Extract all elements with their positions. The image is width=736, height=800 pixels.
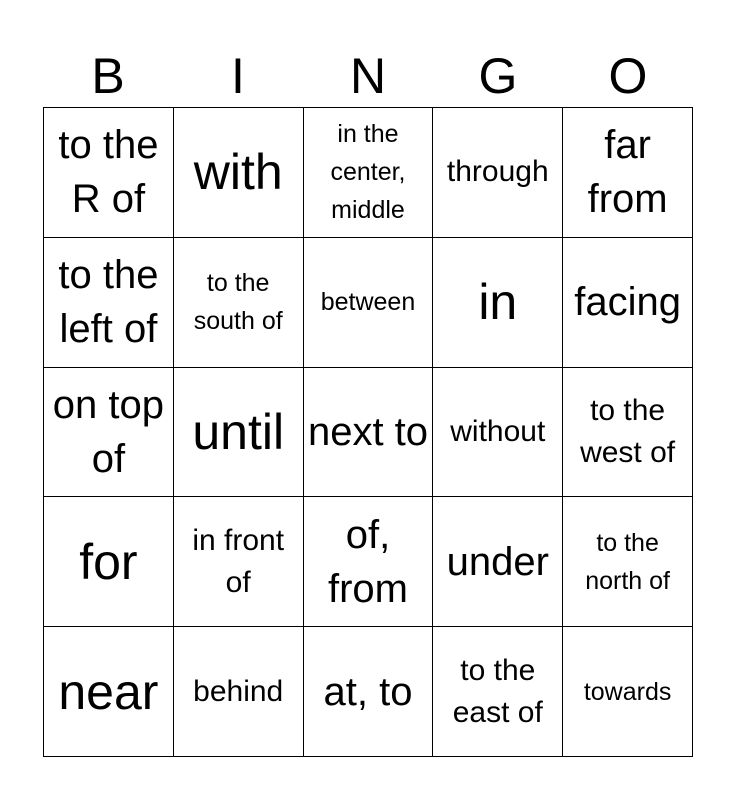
bingo-cell[interactable] (44, 368, 174, 498)
header-letter-n: N (349, 48, 387, 104)
bingo-cell[interactable] (563, 368, 693, 498)
bingo-cell[interactable] (174, 497, 304, 627)
bingo-cell[interactable] (304, 368, 434, 498)
cell-text: between (320, 288, 416, 317)
cell-text: next to (307, 409, 429, 454)
cell-text: to the left of (58, 253, 159, 352)
bingo-cell[interactable] (44, 497, 174, 627)
cell-text: under (446, 539, 549, 584)
header-letter-b: B (91, 48, 125, 104)
cell-text: for (79, 533, 138, 590)
bingo-cell[interactable] (433, 238, 563, 368)
cell-text: in (478, 274, 518, 331)
bingo-cell[interactable] (433, 368, 563, 498)
cell-text: near (58, 663, 159, 720)
bingo-cell[interactable] (304, 627, 434, 757)
cell-text: on top of (52, 382, 164, 481)
cell-text: facing (574, 280, 681, 325)
cell-text: to the east of (452, 653, 543, 729)
cell-text: through (446, 155, 549, 189)
bingo-cell[interactable] (563, 627, 693, 757)
cell-text: to the R of (58, 123, 159, 222)
bingo-cell[interactable] (44, 627, 174, 757)
cell-text: without (450, 414, 546, 448)
bingo-cell[interactable] (563, 497, 693, 627)
bingo-cell[interactable] (174, 108, 304, 238)
cell-text: at, to (323, 669, 413, 714)
header-letter-i: I (231, 48, 245, 104)
cell-text: with (193, 144, 283, 201)
bingo-cell[interactable] (174, 627, 304, 757)
bingo-cell[interactable] (304, 497, 434, 627)
cell-text: in the center, middle (330, 120, 406, 225)
bingo-cell[interactable] (563, 108, 693, 238)
cell-text: to the north of (585, 528, 670, 595)
bingo-cell[interactable] (563, 238, 693, 368)
bingo-cell[interactable] (304, 238, 434, 368)
bingo-cell[interactable] (304, 108, 434, 238)
bingo-cell[interactable] (44, 108, 174, 238)
cell-text: to the south of (193, 269, 283, 336)
bingo-cell[interactable] (433, 108, 563, 238)
bingo-header (43, 46, 693, 106)
cell-text: of, from (327, 512, 408, 611)
bingo-cell[interactable] (433, 627, 563, 757)
cell-text: behind (193, 674, 284, 708)
header-letter-o: O (608, 48, 648, 104)
cell-text: towards (583, 677, 672, 706)
cell-text: to the west of (580, 393, 676, 469)
header-letter-g: G (478, 48, 518, 104)
bingo-cell[interactable] (433, 497, 563, 627)
bingo-board (43, 107, 693, 757)
bingo-cell[interactable] (44, 238, 174, 368)
cell-text: in front of (192, 523, 285, 599)
bingo-cell[interactable] (174, 238, 304, 368)
cell-text: far from (587, 123, 668, 222)
bingo-cell[interactable] (174, 368, 304, 498)
cell-text: until (192, 403, 285, 460)
